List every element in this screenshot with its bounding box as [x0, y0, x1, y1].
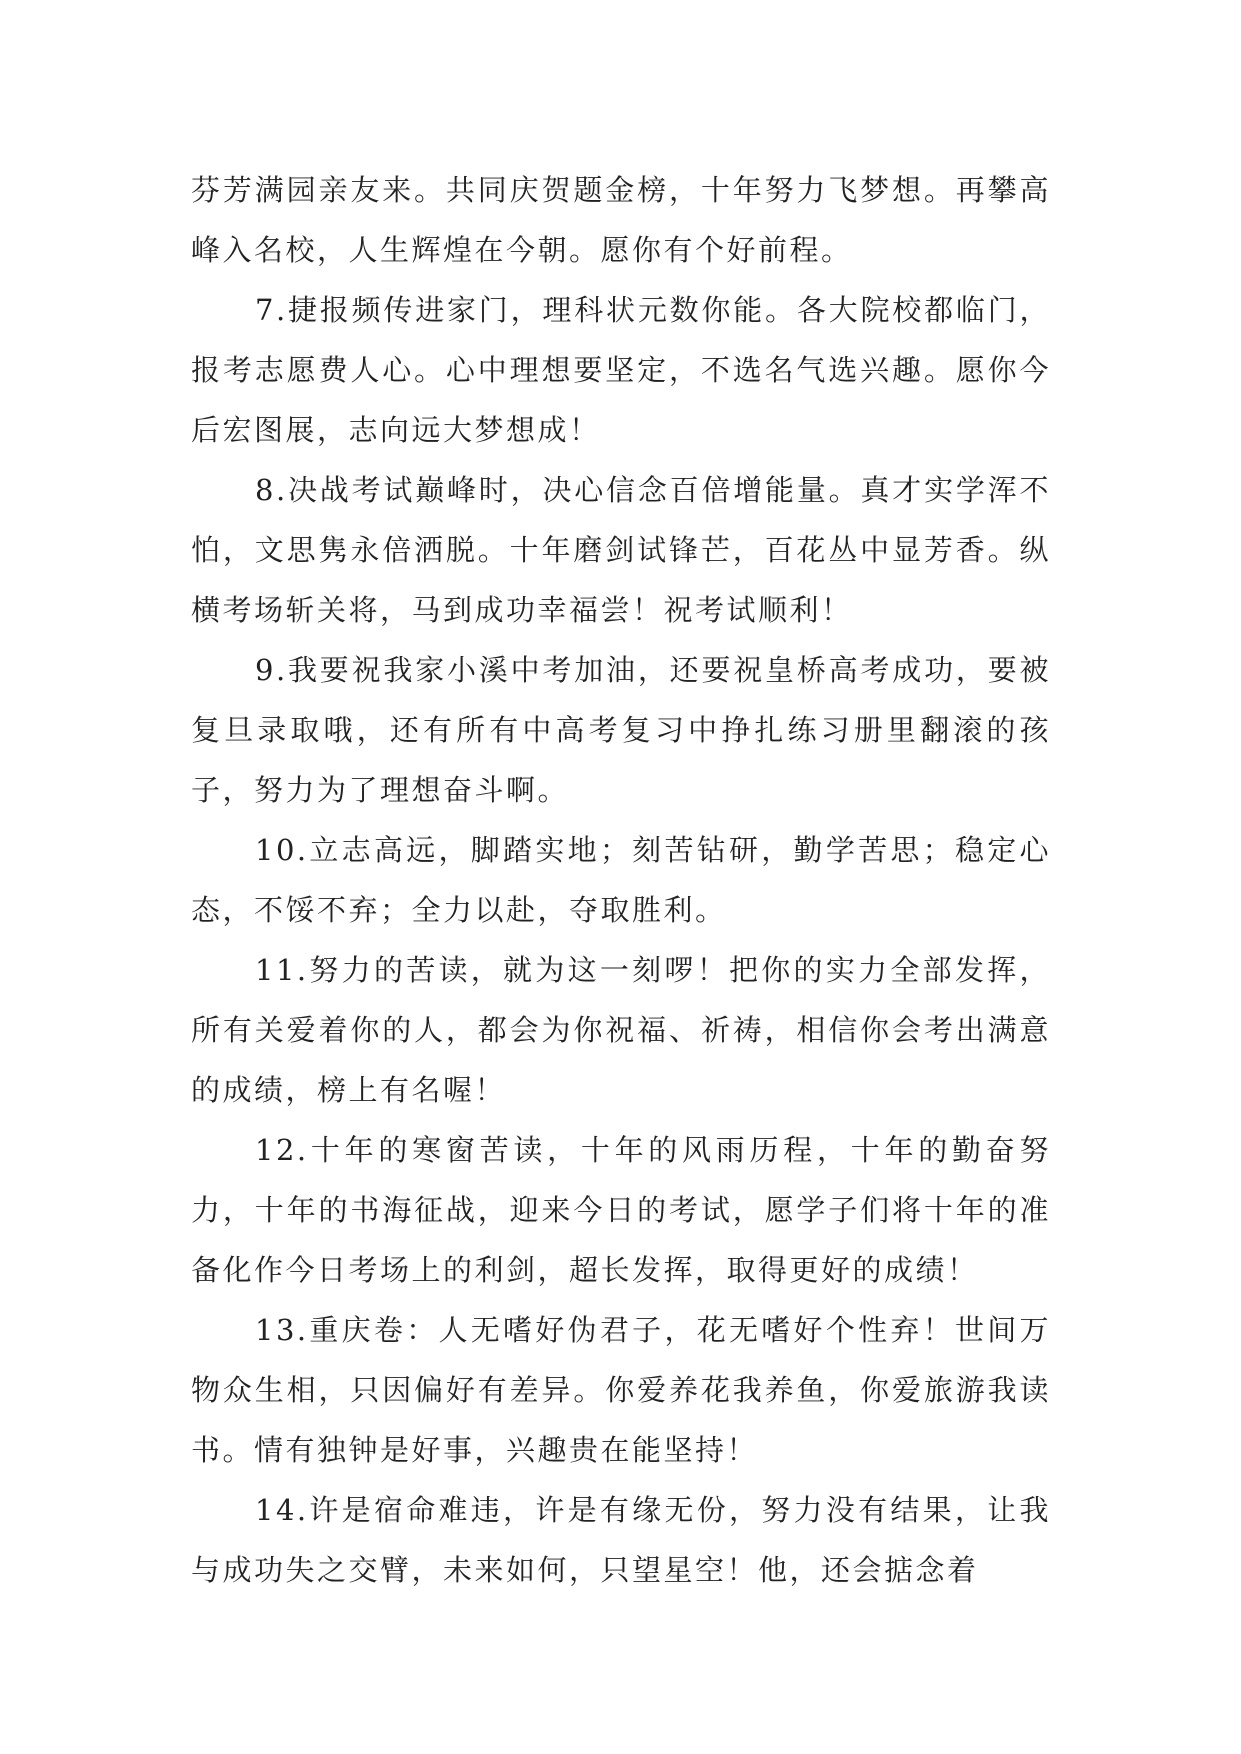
- paragraph-item-12: 12.十年的寒窗苦读，十年的风雨历程，十年的勤奋努力，十年的书海征战，迎来今日的考试，愿学子们将十年的准备化作今日考场上的利剑，超长发挥，取得更好的成绩！: [191, 1133, 1051, 1287]
- paragraph-continuation: 芬芳满园亲友来。共同庆贺题金榜，十年努力飞梦想。再攀高峰入名校，人生辉煌在今朝。愿你有个好前程。: [191, 173, 1051, 267]
- paragraph-item-14: 14.许是宿命难违，许是有缘无份，努力没有结果，让我与成功失之交臂，未来如何，只望星空！他，还会掂念着: [191, 1493, 1051, 1587]
- paragraph-item-8: 8.决战考试巅峰时，决心信念百倍增能量。真才实学浑不怕，文思隽永倍洒脱。十年磨剑试锋芒，百花丛中显芳香。纵横考场斩关将，马到成功幸福尝！祝考试顺利！: [191, 473, 1051, 627]
- document-body: [191, 160, 1051, 1600]
- paragraph-item-9: 9.我要祝我家小溪中考加油，还要祝皇桥高考成功，要被复旦录取哦，还有所有中高考复习中挣扎练习册里翻滚的孩子，努力为了理想奋斗啊。: [191, 653, 1051, 807]
- paragraph-item-7: 7.捷报频传进家门，理科状元数你能。各大院校都临门，报考志愿费人心。心中理想要坚定，不选名气选兴趣。愿你今后宏图展，志向远大梦想成！: [191, 293, 1051, 447]
- paragraph-item-13: 13.重庆卷：人无嗜好伪君子，花无嗜好个性弃！世间万物众生相，只因偏好有差异。你爱养花我养鱼，你爱旅游我读书。情有独钟是好事，兴趣贵在能坚持！: [191, 1313, 1051, 1467]
- paragraph-item-10: 10.立志高远，脚踏实地；刻苦钻研，勤学苦思；稳定心态，不馁不弃；全力以赴，夺取胜利。: [191, 833, 1051, 927]
- paragraph-item-11: 11.努力的苦读，就为这一刻啰！把你的实力全部发挥，所有关爱着你的人，都会为你祝福、祈祷，相信你会考出满意的成绩，榜上有名喔！: [191, 953, 1051, 1107]
